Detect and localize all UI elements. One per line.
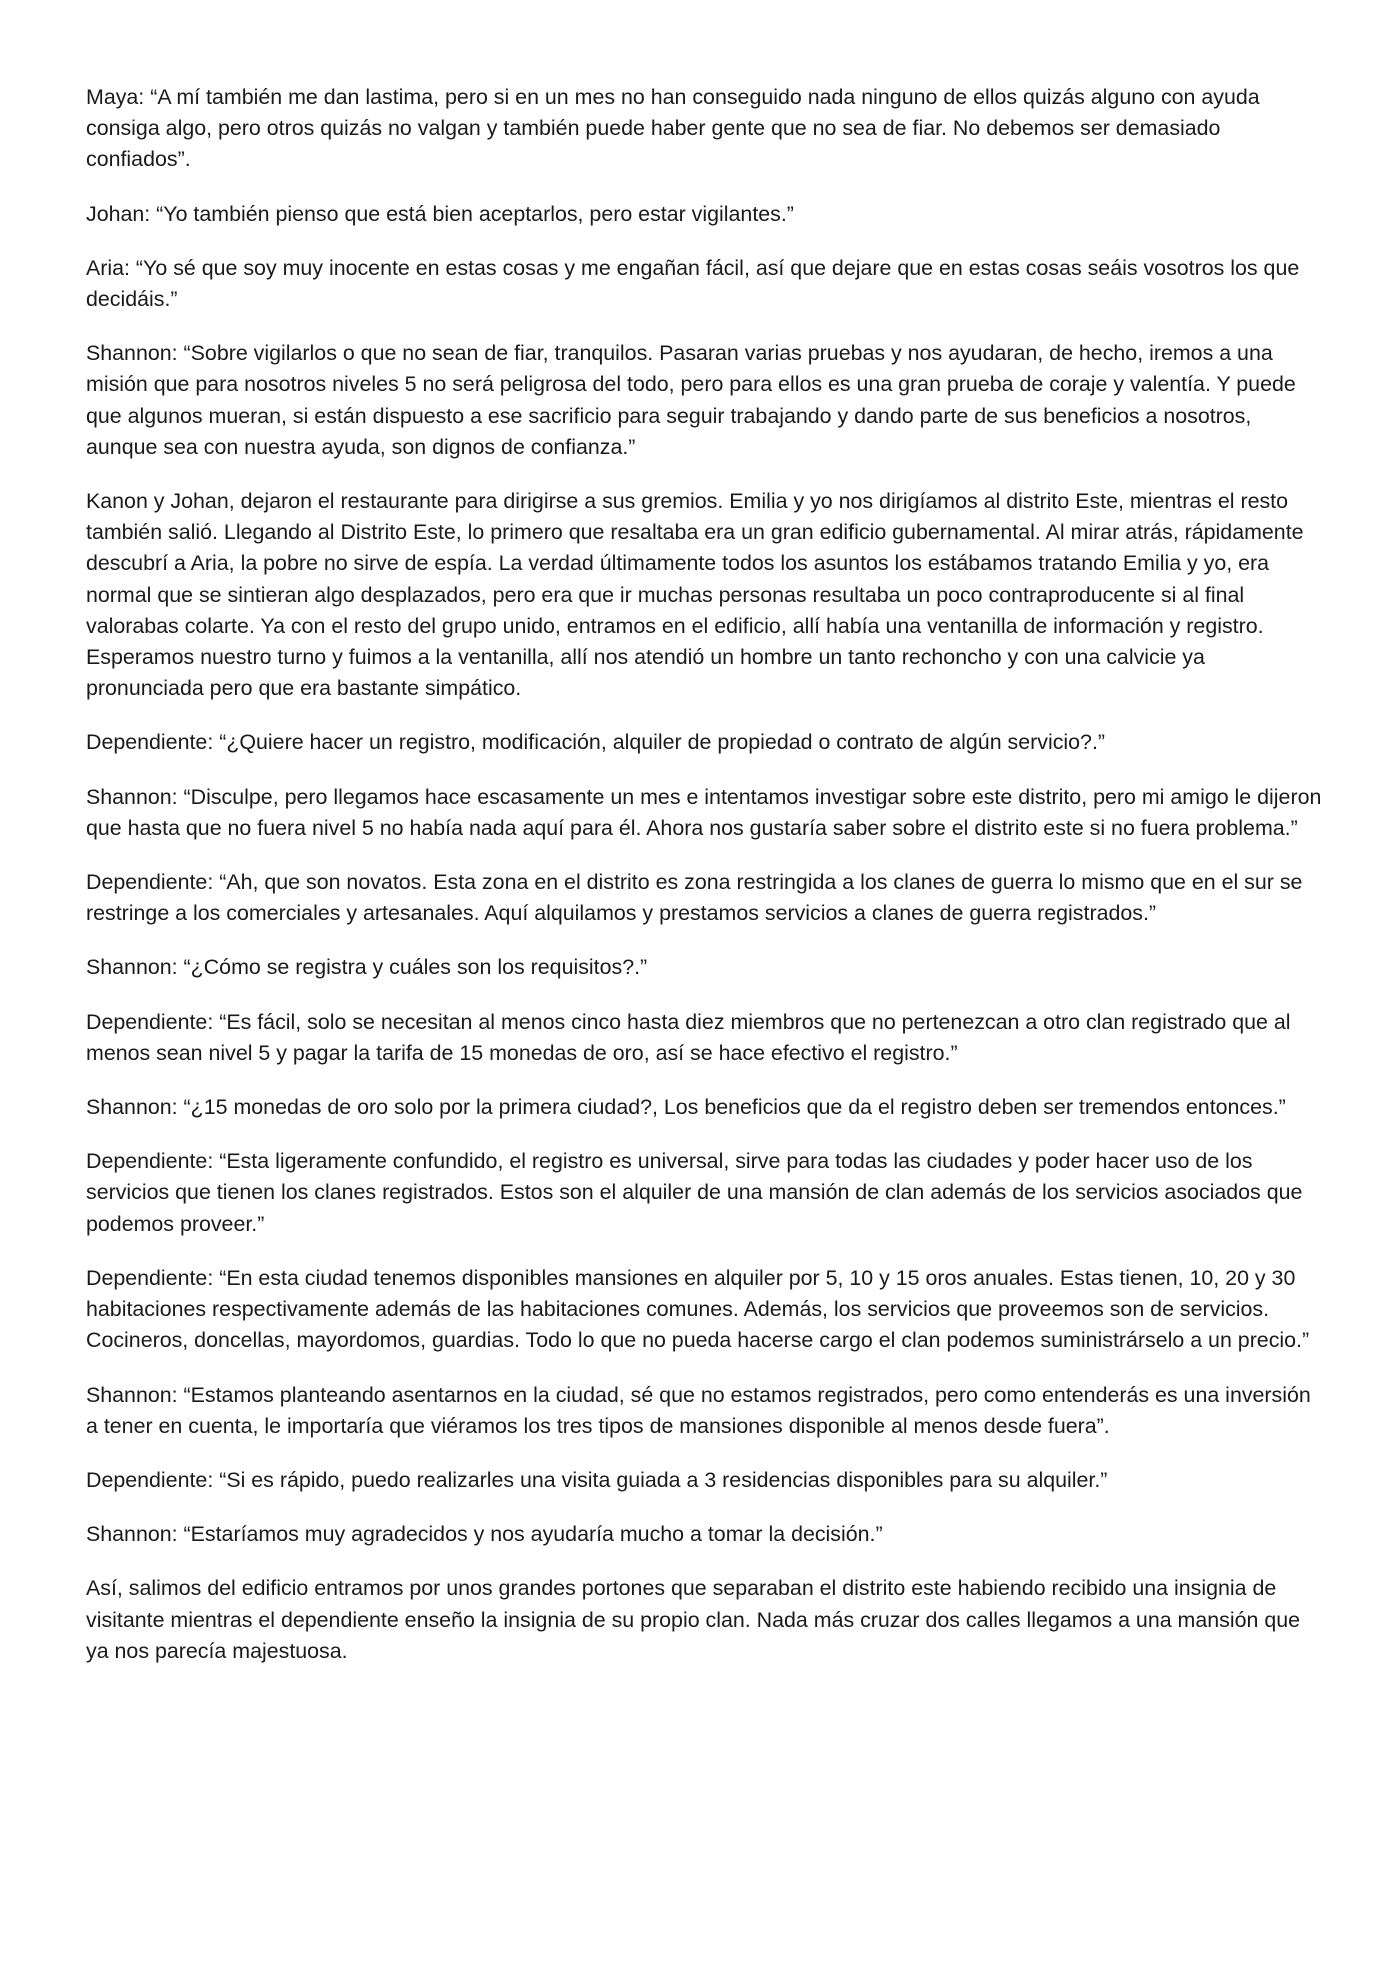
document-page — [86, 82, 1322, 1690]
paragraph-dependiente-universal: Dependiente: “Esta ligeramente confundido, el registro es universal, sirve para todas las ciudades y poder hacer uso de los servicios que tienen los clanes registrados. Estos son el alquiler de una mansión de clan además de los servicios asociados que podemos proveer.” — [86, 1149, 1303, 1236]
paragraph-shannon-vigilance: Shannon: “Sobre vigilarlos o que no sean de fiar, tranquilos. Pasaran varias pruebas y nos ayudaran, de hecho, iremos a una misión que para nosotros niveles 5 no será peligrosa del todo, pero para ellos es una gran prueba de coraje y valentía. Y puede que algunos mueran, si están dispuesto a ese sacrificio para seguir trabajando y dando parte de sus beneficios a nosotros, aunque sea con nuestra ayuda, son dignos de confianza.” — [86, 341, 1296, 459]
paragraph-shannon-visit-request: Shannon: “Estamos planteando asentarnos en la ciudad, sé que no estamos registrados, pero como entenderás es una inversión a tener en cuenta, le importaría que viéramos los tres tipos de mansiones disponible al menos desde fuera”. — [86, 1382, 1311, 1438]
paragraph-shannon-inquiry: Shannon: “Disculpe, pero llegamos hace escasamente un mes e intentamos investigar sobre este distrito, pero mi amigo le dijeron que hasta que no fuera nivel 5 no había nada aquí para él. Ahora nos gustaría saber sobre el distrito este si no fuera problema.” — [86, 784, 1322, 840]
paragraph-narration-mansion: Así, salimos del edificio entramos por unos grandes portones que separaban el distrito este habiendo recibido una insignia de visitante mientras el dependiente enseño la insignia de su propio clan. Nada más cruzar dos calles llegamos a una mansión que ya nos parecía majestuosa. — [86, 1576, 1301, 1663]
paragraph-aria: Aria: “Yo sé que soy muy inocente en estas cosas y me engañan fácil, así que dejare que en estas cosas seáis vosotros los que decidáis.” — [86, 255, 1300, 312]
paragraph-johan: Johan: “Yo también pienso que está bien aceptarlos, pero estar vigilantes.” — [86, 201, 794, 226]
paragraph-shannon-price: Shannon: “¿15 monedas de oro solo por la primera ciudad?, Los beneficios que da el registro deben ser tremendos entonces.” — [86, 1095, 1286, 1120]
paragraph-maya: Maya: “A mí también me dan lastima, pero si en un mes no han conseguido nada ninguno de ellos quizás alguno con ayuda consiga algo, pero otros quizás no valgan y también puede haber gente que no sea de fiar. No debemos ser demasiado confiados”. — [86, 85, 1260, 172]
paragraph-shannon-requirements: Shannon: “¿Cómo se registra y cuáles son los requisitos?.” — [86, 955, 648, 980]
paragraph-dependiente-mansions: Dependiente: “En esta ciudad tenemos disponibles mansiones en alquiler por 5, 10 y 15 oros anuales. Estas tienen, 10, 20 y 30 habitaciones respectivamente además de las habitaciones comunes. Además, los servicios que proveemos son de servicios. Cocineros, doncellas, mayordomos, guardias. Todo lo que no pueda hacerse cargo el clan podemos suministrárselo a un precio.” — [86, 1265, 1310, 1353]
paragraph-shannon-thanks: Shannon: “Estaríamos muy agradecidos y nos ayudaría mucho a tomar la decisión.” — [86, 1522, 883, 1547]
paragraph-dependiente-novatos: Dependiente: “Ah, que son novatos. Esta zona en el distrito es zona restringida a los clanes de guerra lo mismo que en el sur se restringe a los comerciales y artesanales. Aquí alquilamos y prestamos servicios a clanes de guerra registrados.” — [86, 870, 1303, 926]
paragraph-dependiente-requirements: Dependiente: “Es fácil, solo se necesitan al menos cinco hasta diez miembros que no pertenezcan a otro clan registrado que al menos sean nivel 5 y pagar la tarifa de 15 monedas de oro, así se hace efectivo el registro.” — [86, 1009, 1291, 1065]
paragraph-dependiente-tour: Dependiente: “Si es rápido, puedo realizarles una visita guiada a 3 residencias disponibles para su alquiler.” — [86, 1467, 1108, 1492]
paragraph-dependiente-greeting: Dependiente: “¿Quiere hacer un registro, modificación, alquiler de propiedad o contrato de algún servicio?.” — [86, 730, 1106, 755]
paragraph-narration-east-district: Kanon y Johan, dejaron el restaurante para dirigirse a sus gremios. Emilia y yo nos dirigíamos al distrito Este, mientras el resto también salió. Llegando al Distrito Este, lo primero que resaltaba era un gran edificio gubernamental. Al mirar atrás, rápidamente descubrí a Aria, la pobre no sirve de espía. La verdad últimamente todos los asuntos los estábamos tratando Emilia y yo, era normal que se sintieran algo desplazados, pero era que ir muchas personas resultaba un poco contraproducente si al final valorabas colarte. Ya con el resto del grupo unido, entramos en el edificio, allí había una ventanilla de información y registro. Esperamos nuestro turno y fuimos a la ventanilla, allí nos atendió un hombre un tanto rechoncho y con una calvicie ya pronunciada pero que era bastante simpático. — [86, 489, 1304, 701]
